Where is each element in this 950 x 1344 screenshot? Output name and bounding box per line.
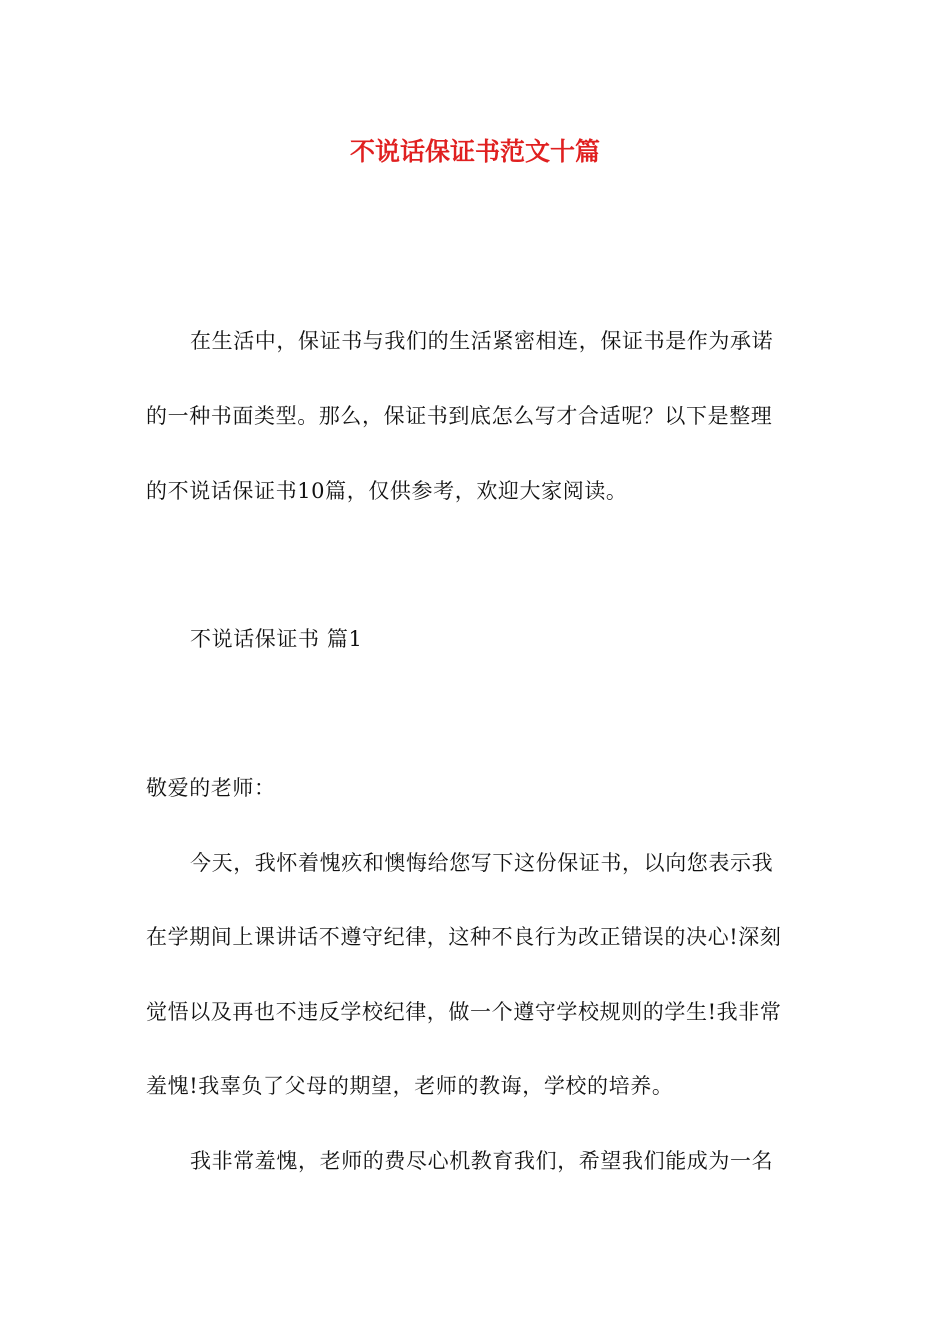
salutation: 敬爱的老师： <box>146 776 276 800</box>
body-line-4: 羞愧!我辜负了父母的期望，老师的教诲，学校的培养。 <box>146 1074 674 1098</box>
body-line-2: 在学期间上课讲话不遵守纪律，这种不良行为改正错误的决心!深刻 <box>146 925 782 949</box>
document-title: 不说话保证书范文十篇 <box>349 137 600 166</box>
intro-line-1: 在生活中，保证书与我们的生活紧密相连，保证书是作为承诺 <box>190 329 774 353</box>
intro-line-2: 的一种书面类型。那么，保证书到底怎么写才合适呢？以下是整理 <box>146 404 773 428</box>
intro-line-3: 的不说话保证书10篇，仅供参考，欢迎大家阅读。 <box>146 479 628 503</box>
body-line-1: 今天，我怀着愧疚和懊悔给您写下这份保证书，以向您表示我 <box>190 851 774 875</box>
section-heading: 不说话保证书 篇1 <box>190 627 363 651</box>
body-line-3: 觉悟以及再也不违反学校纪律，做一个遵守学校规则的学生!我非常 <box>146 1000 782 1024</box>
body-line-5: 我非常羞愧，老师的费尽心机教育我们，希望我们能成为一名 <box>190 1149 774 1173</box>
